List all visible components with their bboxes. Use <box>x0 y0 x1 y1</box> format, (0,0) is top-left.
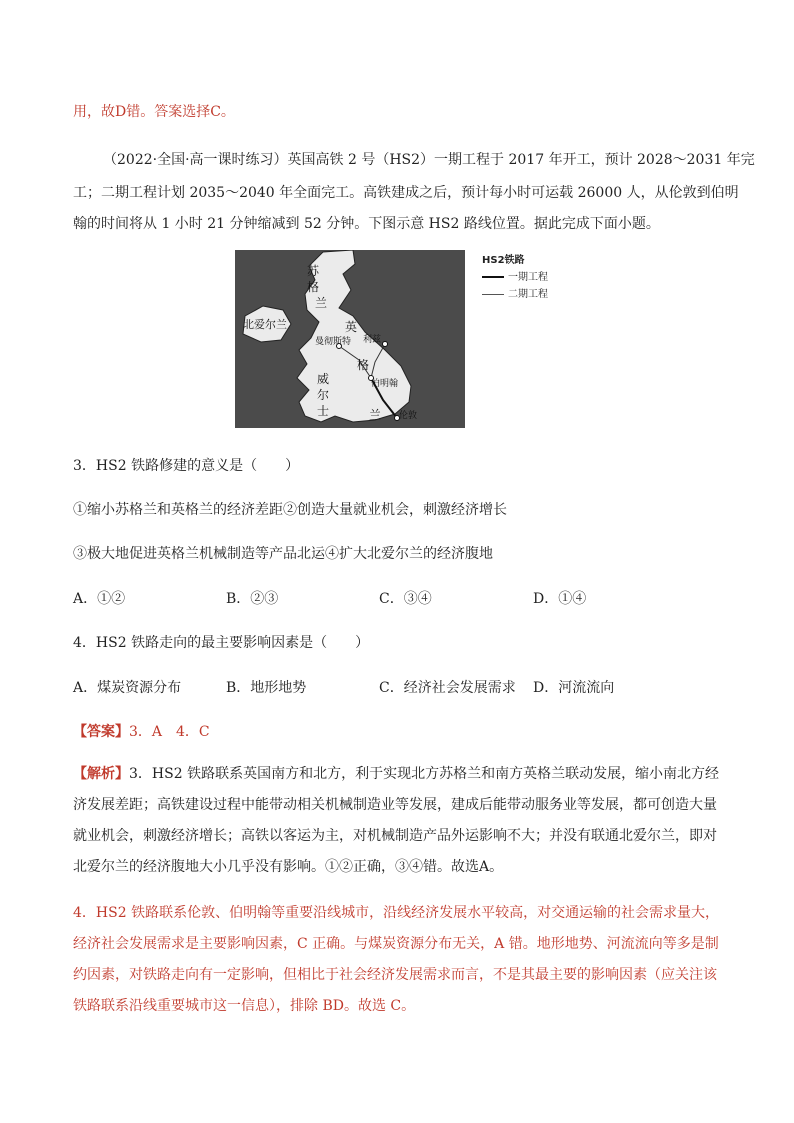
question-3-option-c: C．③④ <box>379 591 432 607</box>
analysis-q4-text: 4．HS2 铁路联系伦敦、伯明翰等重要沿线城市，沿线经济发展水平较高，对交通运输的社会需求量大，经济社会发展需求是主要影响因素，C 正确。与煤炭资源分布无关，A 错。地形地势、河流流向等多是制约因素，对铁路走向有一定影响，但相比于社会经济发展需求而言，不是其最主要的影响因素（应关注该铁路联系沿线重要城市这一信息），排除 BD。故选 C。 <box>73 905 720 1014</box>
label-scotland-3: 兰 <box>315 296 328 310</box>
answer-line <box>73 721 210 741</box>
hs2-route-map <box>235 250 465 428</box>
label-northern-ireland: 北爱尔兰 <box>243 318 287 331</box>
question-4-option-a: A．煤炭资源分布 <box>73 680 182 696</box>
legend-title: HS2铁路 <box>482 255 525 266</box>
previous-answer-tail: 用，故D错。答案选择C。 <box>73 104 235 120</box>
legend-phase2-label: 二期工程 <box>508 289 548 300</box>
leeds-dot <box>383 342 388 347</box>
question-3-option-a: A．①② <box>73 591 126 607</box>
question-4-stem: 4．HS2 铁路走向的最主要影响因素是（ ） <box>73 635 370 651</box>
label-leeds: 利兹 <box>363 335 382 345</box>
legend-phase1-label: 一期工程 <box>508 272 548 283</box>
label-england-1: 英 <box>345 320 358 334</box>
analysis-q3-text: 3．HS2 铁路联系英国南方和北方，利于实现北方苏格兰和南方英格兰联动发展，缩小南北方经济发展差距；高铁建设过程中能带动相关机械制造业等发展，建成后能带动服务业等发展，都可创造大量就业机会，刺激经济增长；高铁以客运为主，对机械制造产品外运影响不大；并没有联通北爱尔兰，即对北爱尔兰的经济腹地大小几乎没有影响。①②正确，③④错。故选A。 <box>73 766 720 875</box>
label-wales-3: 士 <box>317 404 330 418</box>
intro-line-3: 翰的时间将从 1 小时 21 分钟缩减到 52 分钟。下图示意 HS2 路线位置。据此完成下面小题。 <box>73 216 660 232</box>
map-legend <box>482 252 548 303</box>
analysis-label: 【解析】 <box>73 766 129 782</box>
question-4-option-b: B．地形地势 <box>226 680 307 696</box>
label-birmingham: 伯明翰 <box>371 379 399 389</box>
question-3-statements-1: ①缩小苏格兰和英格兰的经济差距②创造大量就业机会，刺激经济增长 <box>73 502 507 518</box>
question-3-stem: 3．HS2 铁路修建的意义是（ ） <box>73 458 300 474</box>
label-wales-2: 尔 <box>317 388 330 402</box>
legend-phase1 <box>482 269 548 286</box>
intro-line-2: 工；二期工程计划 2035～2040 年全面完工。高铁建成之后，预计每小时可运载 26000 人，从伦敦到伯明 <box>73 185 739 201</box>
legend-phase2 <box>482 286 548 303</box>
label-wales-1: 威 <box>317 372 330 386</box>
label-manchester: 曼彻斯特 <box>315 337 352 347</box>
label-scotland-2: 格 <box>307 280 320 294</box>
analysis-q3 <box>73 759 721 883</box>
question-4-option-d: D．河流流向 <box>533 680 615 696</box>
label-london: 伦敦 <box>399 411 418 421</box>
intro-line-1: （2022·全国·高一课时练习）英国高铁 2 号（HS2）一期工程于 2017 年开工，预计 2028～2031 年完 <box>103 152 755 168</box>
question-3-statements-2: ③极大地促进英格兰机械制造等产品北运④扩大北爱尔兰的经济腹地 <box>73 546 493 562</box>
answer-label: 【答案】 <box>73 724 129 740</box>
label-scotland-1: 苏 <box>307 264 320 278</box>
question-3-option-d: D．①④ <box>533 591 587 607</box>
label-england-3: 兰 <box>369 408 382 422</box>
answer-text: 3．A 4．C <box>129 724 210 740</box>
question-4-option-c: C．经济社会发展需求 <box>379 680 516 696</box>
label-england-2: 格 <box>357 358 370 372</box>
question-3-option-b: B．②③ <box>226 591 279 607</box>
